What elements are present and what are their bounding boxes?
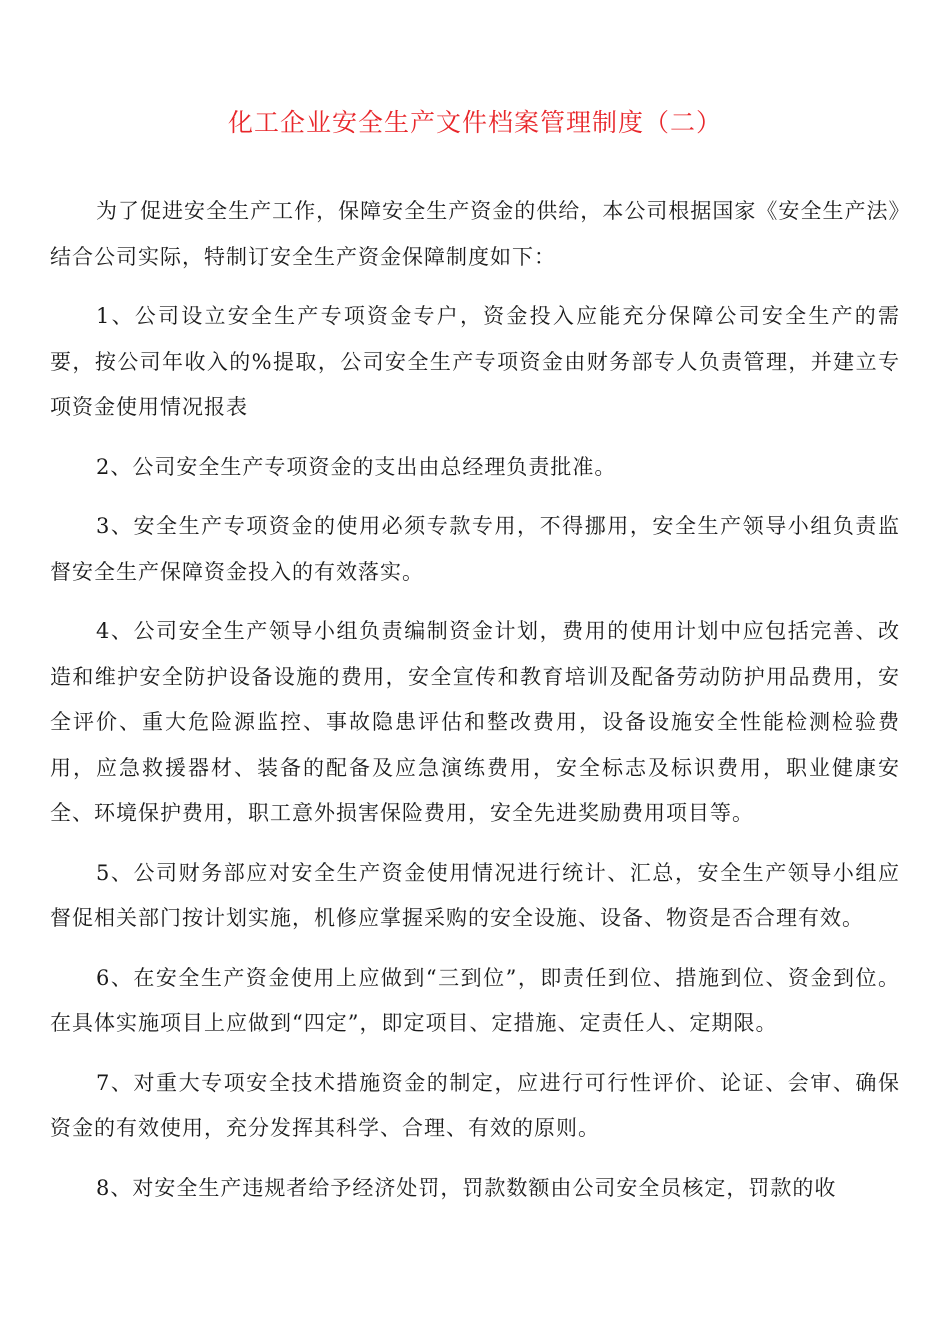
paragraph-item-3: 3、安全生产专项资金的使用必须专款专用，不得挪用，安全生产领导小组负责监督安全生产保障资金投入的有效落实。 — [50, 514, 900, 584]
paragraph-item-8: 8、对安全生产违规者给予经济处罚，罚款数额由公司安全员核定，罚款的收 — [96, 1175, 837, 1200]
paragraph-item-7: 7、对重大专项安全技术措施资金的制定，应进行可行性评价、论证、会审、确保资金的有效使用，充分发挥其科学、合理、有效的原则。 — [50, 1070, 900, 1140]
paragraph-item-5: 5、公司财务部应对安全生产资金使用情况进行统计、汇总，安全生产领导小组应督促相关部门按计划实施，机修应掌握采购的安全设施、设备、物资是否合理有效。 — [50, 860, 900, 930]
paragraph-item-4: 4、公司安全生产领导小组负责编制资金计划，费用的使用计划中应包括完善、改造和维护安全防护设备设施的费用，安全宣传和教育培训及配备劳动防护用品费用，安全评价、重大危险源监控、事故隐患评估和整改费用，设备设施安全性能检测检验费用，应急救援器材、装备的配备及应急演练费用，安全标志及标识费用，职业健康安全、环境保护费用，职工意外损害保险费用，安全先进奖励费用项目等。 — [50, 619, 900, 825]
paragraph-item-1: 1、公司设立安全生产专项资金专户，资金投入应能充分保障公司安全生产的需要，按公司年收入的%提取，公司安全生产专项资金由财务部专人负责管理，并建立专项资金使用情况报表 — [50, 304, 900, 419]
document-body — [50, 189, 900, 1225]
paragraph-item-6: 6、在安全生产资金使用上应做到“三到位”，即责任到位、措施到位、资金到位。在具体实施项目上应做到“四定”，即定项目、定措施、定责任人、定期限。 — [50, 965, 900, 1035]
document-title: 化工企业安全生产文件档案管理制度（二） — [227, 108, 722, 137]
paragraph-item-2: 2、公司安全生产专项资金的支出由总经理负责批准。 — [96, 454, 617, 479]
paragraph-intro: 为了促进安全生产工作，保障安全生产资金的供给，本公司根据国家《安全生产法》结合公司实际，特制订安全生产资金保障制度如下： — [50, 199, 900, 269]
